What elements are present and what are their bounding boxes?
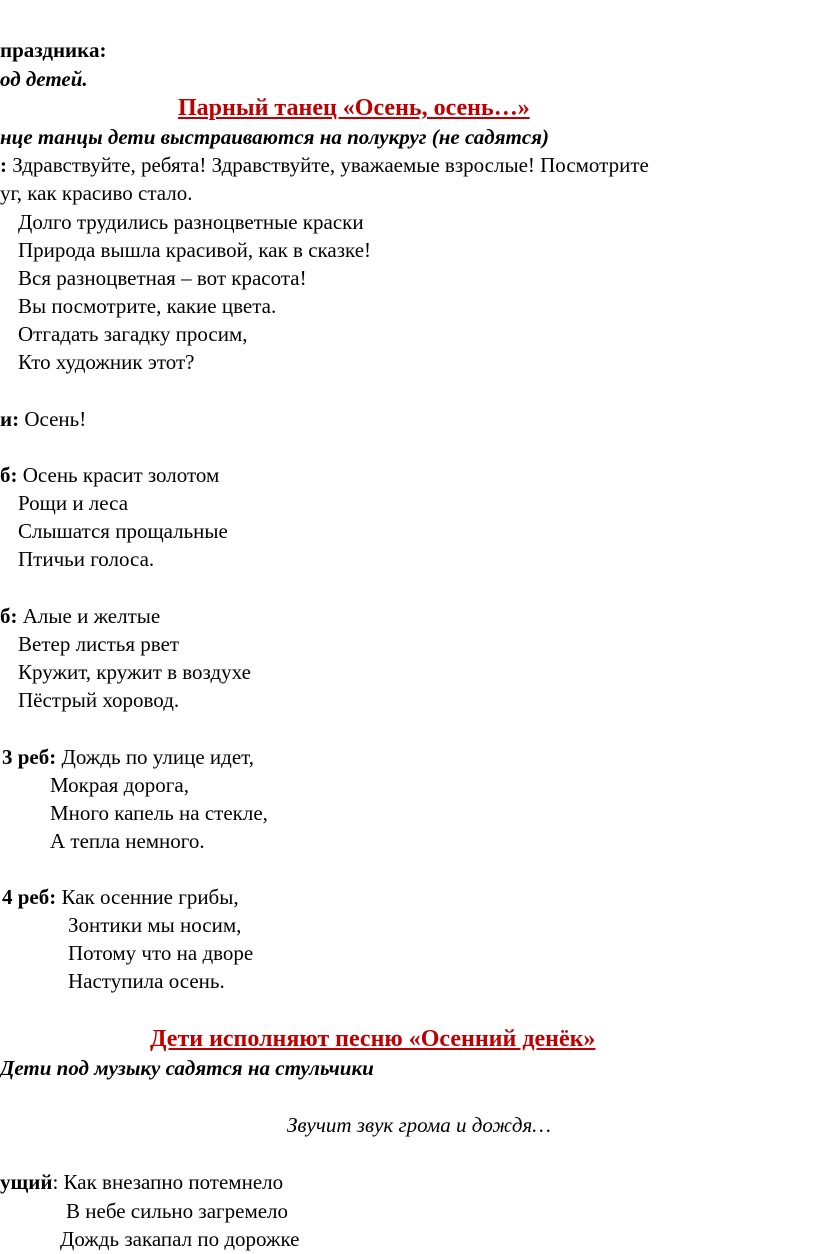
child4-line <box>2 883 239 911</box>
poem-line: Природа вышла красивой, как в сказке! <box>18 238 372 262</box>
answer-line <box>0 405 86 433</box>
speaker-label: и: <box>0 407 20 431</box>
child1-line <box>0 461 219 489</box>
section-heading-song: Дети исполняют песню «Осенний денёк» <box>150 1026 596 1052</box>
speech-text: Дождь по улице идет, <box>56 745 255 769</box>
poem-line: Пёстрый хоровод. <box>18 688 180 712</box>
host-line <box>0 1168 283 1196</box>
speaker-label: : <box>0 153 7 177</box>
stage-direction: Дети под музыку садятся на стульчики <box>0 1056 374 1080</box>
section-heading-dance: Парный танец «Осень, осень…» <box>178 95 530 121</box>
speaker-colon: : <box>52 1170 59 1194</box>
poem-line: В небе сильно загремело <box>66 1199 289 1223</box>
poem-line: Дождь закапал по дорожке <box>60 1227 300 1251</box>
speaker-label: 3 реб: <box>2 745 57 769</box>
speaker-label: б: <box>0 463 18 487</box>
speech-text: Алые и желтые <box>17 604 161 628</box>
poem-line: Вы посмотрите, какие цвета. <box>18 294 277 318</box>
poem-line: Кружит, кружит в воздухе <box>18 660 251 684</box>
intro-line <box>0 151 649 179</box>
poem-line: Птичьи голоса. <box>18 547 155 571</box>
speech-text: Как внезапно потемнело <box>58 1170 284 1194</box>
speaker-label: ущий <box>0 1170 53 1194</box>
poem-line: Ветер листья рвет <box>18 632 180 656</box>
speech-text: Как осенние грибы, <box>56 885 239 909</box>
poem-line: Наступила осень. <box>68 969 225 993</box>
speech-text: Осень красит золотом <box>17 463 220 487</box>
sound-effect-note: Звучит звук грома и дождя… <box>287 1113 551 1137</box>
poem-line: Зонтики мы носим, <box>68 913 242 937</box>
poem-line: А тепла немного. <box>50 829 205 853</box>
poem-line: Отгадать загадку просим, <box>18 322 248 346</box>
poem-line: Кто художник этот? <box>18 350 195 374</box>
stage-direction: нце танцы дети выстраиваются на полукруг (не садятся) <box>0 125 549 149</box>
speaker-label: б: <box>0 604 18 628</box>
poem-line: Потому что на дворе <box>68 941 254 965</box>
speech-text: Здравствуйте, ребята! Здравствуйте, уважаемые взрослые! Посмотрите <box>7 153 649 177</box>
speaker-label: 4 реб: <box>2 885 57 909</box>
poem-line: Долго трудились разноцветные краски <box>18 210 364 234</box>
poem-line: Мокрая дорога, <box>50 773 189 797</box>
intro-continuation: уг, как красиво стало. <box>0 181 193 205</box>
children-entry-note: од детей. <box>0 67 88 91</box>
holiday-label: праздника: <box>0 38 107 62</box>
child3-line <box>2 743 254 771</box>
poem-line: Слышатся прощальные <box>18 519 228 543</box>
speech-text: Осень! <box>19 407 87 431</box>
child2-line <box>0 602 160 630</box>
poem-line: Вся разноцветная – вот красота! <box>18 266 307 290</box>
poem-line: Рощи и леса <box>18 491 129 515</box>
poem-line: Много капель на стекле, <box>50 801 268 825</box>
